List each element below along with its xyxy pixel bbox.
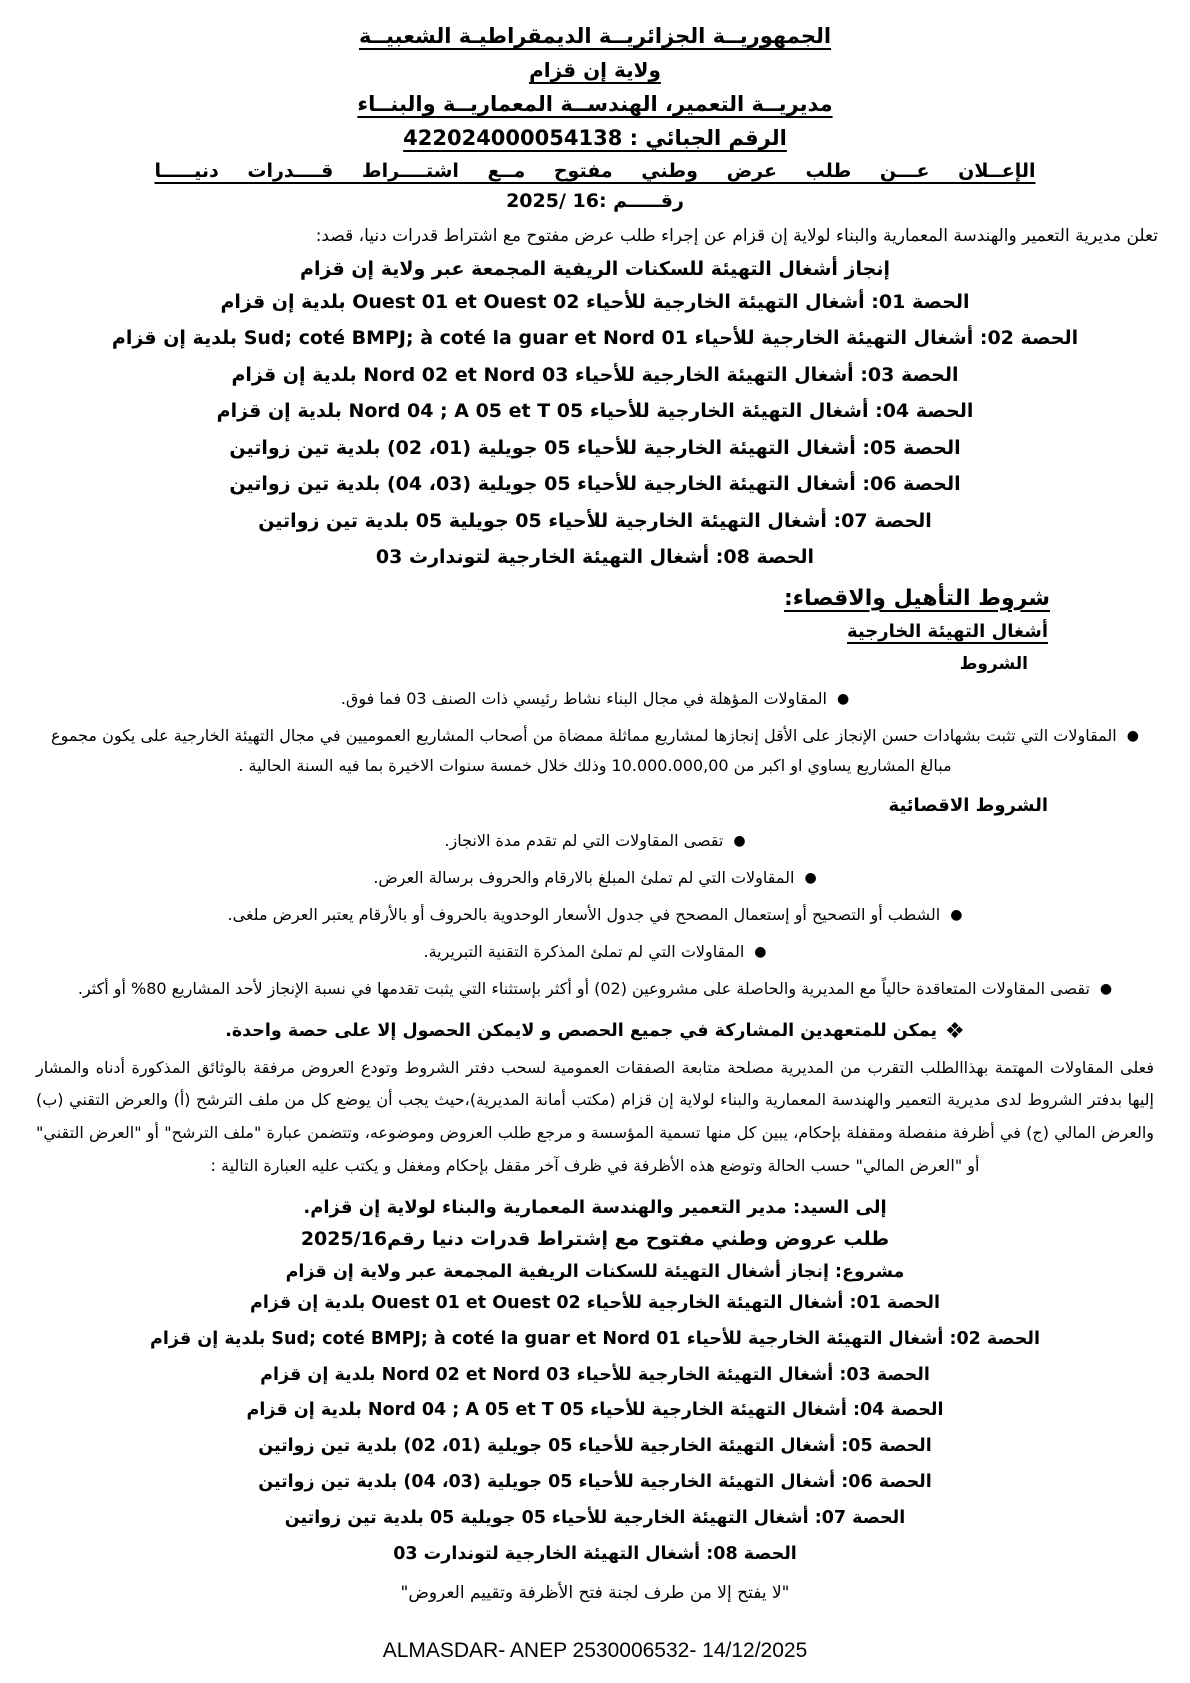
bullet-icon: ● xyxy=(733,833,746,850)
lot-line: الحصة 04: أشغال التهيئة الخارجية للأحياء Nord 04 ; A 05 et T 05 بلدية إن قزام xyxy=(216,400,974,423)
bullet-icon: ● xyxy=(836,690,850,707)
envelope-addressee: إلى السيد: مدير التعمير والهندسة المعمارية والبناء لولاية إن قزام. xyxy=(303,1196,887,1218)
participation-note-text: يمكن للمتعهدين المشاركة في جميع الحصص و لايمكن الحصول إلا على حصة واحدة. xyxy=(225,1020,938,1041)
header-directorate: مديريــة التعمير، الهندســة المعماريــة والبنــاء xyxy=(357,92,833,116)
intro-text: تعلن مديرية التعمير والهندسة المعمارية والبناء لولاية إن قزام عن إجراء طلب عرض مفتوح مع اشتراط قدرات دنيا، قصد: xyxy=(315,226,1158,246)
participation-note xyxy=(30,1017,1160,1042)
header-announcement-title: الإعــلان عـــن طلب عرض وطني مفتوح مــع اشتــــراط قــــدرات دنيـــــا xyxy=(154,160,1036,182)
condition-item: ●المقاولات المؤهلة في مجال البناء نشاط رئيسي ذات الصنف 03 فما فوق. xyxy=(340,688,850,708)
exclusion-item: ●تقصى المقاولات المتعاقدة حالياً مع المديرية والحاصلة على مشروعين (02) أو أكثر بإستثناء التي يثبت تقدمها في نسبة الإنجاز لأحد المشاريع 80% أو أكثر. xyxy=(77,978,1113,998)
project-title: إنجاز أشغال التهيئة للسكنات الريفية المجمعة عبر ولاية إن قزام xyxy=(300,258,890,280)
lot-line: الحصة 07: أشغال التهيئة الخارجية للأحياء 05 جويلية 05 بلدية تين زواتين xyxy=(258,509,932,532)
lot-line: الحصة 04: أشغال التهيئة الخارجية للأحياء Nord 04 ; A 05 et T 05 بلدية إن قزام xyxy=(246,1400,944,1421)
exclusions-list xyxy=(30,826,1160,1010)
diamond-icon: ❖ xyxy=(945,1018,965,1044)
document-header xyxy=(30,24,1160,218)
bullet-icon: ● xyxy=(1099,980,1113,997)
bullet-icon: ● xyxy=(950,906,963,923)
lots-list xyxy=(30,284,1160,576)
lot-line: الحصة 02: أشغال التهيئة الخارجية للأحياء Sud; coté BMPJ; à coté la guar et Nord 01 بلدية إن قزام xyxy=(150,1328,1040,1349)
envelope-lots-list xyxy=(30,1286,1160,1573)
condition-item: ●المقاولات التي تثبت بشهادات حسن الإنجاز على الأقل إنجازها لمشاريع مماثلة ممضاة من أصحاب المشاريع العموميين في مجال التهيئة الخارجية على يكون مجموع مبالغ المشاريع يساوي او اكبر من 10.000.000,00 وذلك خلال خمسة سنوات الاخيرة بما فيه السنة الحالية . xyxy=(51,725,1139,775)
exclusion-item: ●المقاولات التي لم تملئ المذكرة التقنية التبريرية. xyxy=(423,941,767,961)
lot-line: الحصة 05: أشغال التهيئة الخارجية للأحياء 05 جويلية (01، 02) بلدية تين زواتين xyxy=(229,436,961,459)
lot-line: الحصة 07: أشغال التهيئة الخارجية للأحياء 05 جويلية 05 بلدية تين زواتين xyxy=(284,1508,906,1529)
envelope-tender-line: طلب عروض وطني مفتوح مع إشتراط قدرات دنيا رقم2025/16 xyxy=(300,1227,890,1250)
external-works-subheading: أشغال التهيئة الخارجية xyxy=(847,620,1048,642)
bullet-icon: ● xyxy=(754,943,767,960)
footer-anep: ALMASDAR- ANEP 2530006532- 14/12/2025 xyxy=(382,1639,808,1662)
bullet-icon: ● xyxy=(804,870,817,887)
header-tender-number: رقـــــم :16 /2025 xyxy=(506,190,684,212)
exclusion-item: ●تقصى المقاولات التي لم تقدم مدة الانجاز. xyxy=(444,831,746,851)
qualification-heading: شروط التأهيل والاقصاء: xyxy=(783,585,1050,611)
exclusion-item: ●المقاولات التي لم تملئ المبلغ بالارقام والحروف برسالة العرض. xyxy=(373,868,817,888)
lot-line: الحصة 08: أشغال التهيئة الخارجية لتوندارت 03 xyxy=(393,1543,797,1564)
bullet-icon: ● xyxy=(1126,727,1139,744)
exclusion-label: الشروط الاقصائية xyxy=(888,795,1048,817)
conditions-list xyxy=(30,684,1160,787)
lot-line: الحصة 08: أشغال التهيئة الخارجية لتوندارث 03 xyxy=(375,546,815,569)
header-republic: الجمهوريــة الجزائريــة الديمقراطيـة الشعبيــة xyxy=(358,24,832,48)
lot-line: الحصة 03: أشغال التهيئة الخارجية للأحياء Nord 02 et Nord 03 بلدية إن قزام xyxy=(231,363,959,386)
envelope-closing-note: "لا يفتح إلا من طرف لجنة فتح الأظرفة وتقييم العروض" xyxy=(400,1582,790,1603)
submission-paragraph: فعلى المقاولات المهتمة بهذاالطلب التقرب من المديرية مصلحة متابعة الصفقات العمومية لسحب دفتر الشروط وتودع العروض مرفقة بالوثائق المذكورة أدناه والمشار إليها بدفتر الشروط لدى مديرية التعمير والهندسة المعمارية والبناء لولاية إن قزام (مكتب أمانة المديرية)،حيث يجب أن يوضع كل من ملف الترشح (أ) والعرض التقني (ب) والعرض المالي (ج) في أظرفة منفصلة ومقفلة بإحكام، يبين كل منها تسمية المؤسسة و مرجع طلب العروض وموضوعه، وتتضمن عبارة "ملف الترشح" أو "العرض التقني" أو "العرض المالي" حسب الحالة وتوضع هذه الأظرفة في ظرف آخر مقفل بإحكام ومغفل و يكتب عليه العبارة التالية : xyxy=(36,1057,1154,1175)
lot-line: الحصة 06: أشغال التهيئة الخارجية للأحياء 05 جويلية (03، 04) بلدية تين زواتين xyxy=(258,1472,932,1493)
lot-line: الحصة 05: أشغال التهيئة الخارجية للأحياء 05 جويلية (01، 02) بلدية تين زواتين xyxy=(258,1436,932,1457)
lot-line: الحصة 02: أشغال التهيئة الخارجية للأحياء Sud; coté BMPJ; à coté la guar et Nord 01 بلدية إن قزام xyxy=(111,327,1079,350)
conditions-label: الشروط xyxy=(959,653,1028,674)
header-wilaya: ولاية إن قزام xyxy=(529,58,661,82)
lot-line: الحصة 06: أشغال التهيئة الخارجية للأحياء 05 جويلية (03، 04) بلدية تين زواتين xyxy=(229,473,961,496)
lot-line: الحصة 03: أشغال التهيئة الخارجية للأحياء Nord 02 et Nord 03 بلدية إن قزام xyxy=(260,1364,930,1385)
envelope-project-line: مشروع: إنجاز أشغال التهيئة للسكنات الريفية المجمعة عبر ولاية إن قزام xyxy=(285,1261,905,1282)
lot-line: الحصة 01: أشغال التهيئة الخارجية للأحياء Ouest 01 et Ouest 02 بلدية إن قزام xyxy=(250,1292,940,1313)
header-tax-number: الرقم الجبائي : 422024000054138 xyxy=(403,126,787,150)
lot-line: الحصة 01: أشغال التهيئة الخارجية للأحياء Ouest 01 et Ouest 02 بلدية إن قزام xyxy=(220,291,970,313)
exclusion-item: ●الشطب أو التصحيح أو إستعمال المصحح في جدول الأسعار الوحدوية بالحروف أو بالأرقام يعتبر العرض ملغى. xyxy=(227,904,963,924)
